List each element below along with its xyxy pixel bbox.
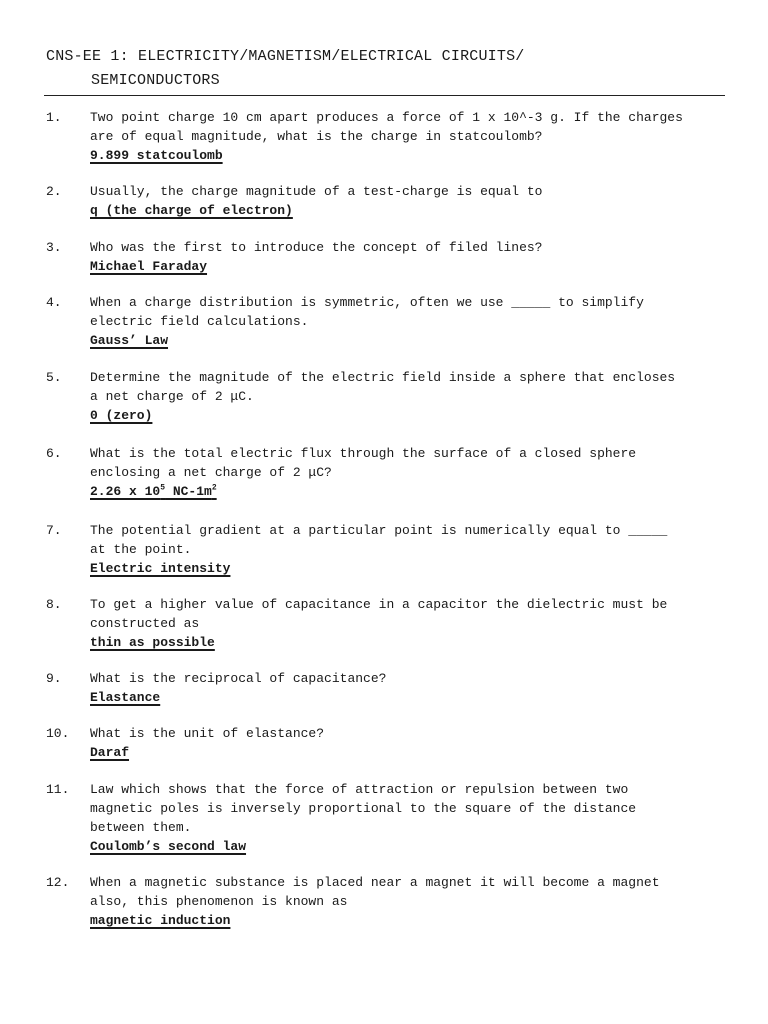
answer-text: Gauss’ Law — [90, 333, 169, 348]
question-number: 7. — [46, 523, 62, 538]
question-number: 6. — [46, 446, 62, 461]
question-text: Law which shows that the force of attraction or repulsion between two magnetic poles is inversely proportional to the square of the distance between them. — [90, 782, 637, 835]
question-number: 9. — [46, 671, 62, 686]
question-item — [46, 595, 736, 652]
answer-unit: NC-1m — [165, 484, 212, 499]
question-item — [46, 238, 736, 276]
question-item — [46, 182, 736, 220]
answer-text: Michael Faraday — [90, 259, 208, 274]
answer-text: Coulomb’s second law — [90, 839, 247, 854]
question-number: 12. — [46, 875, 70, 890]
answer-exponent: 5 — [160, 483, 166, 493]
question-item — [46, 108, 736, 165]
question-item — [46, 669, 736, 707]
question-number: 3. — [46, 240, 62, 255]
answer-base: 2.26 x 10 — [90, 484, 161, 499]
question-item — [46, 444, 736, 501]
answer-text: magnetic induction — [90, 913, 231, 928]
question-text: What is the reciprocal of capacitance? — [90, 671, 387, 686]
document-header — [46, 45, 736, 93]
question-item — [46, 368, 736, 425]
question-number: 4. — [46, 295, 62, 310]
answer-text — [90, 482, 217, 501]
header-line-2: SEMICONDUCTORS — [91, 72, 220, 89]
question-text: To get a higher value of capacitance in a capacitor the dielectric must be constructed as — [90, 597, 668, 631]
question-number: 10. — [46, 726, 70, 741]
question-text: Who was the first to introduce the concept of filed lines? — [90, 240, 543, 255]
question-number: 11. — [46, 782, 70, 797]
question-number: 1. — [46, 110, 62, 125]
answer-text: 9.899 statcoulomb — [90, 148, 223, 163]
question-text: What is the total electric flux through the surface of a closed sphere enclosing a net charge of 2 μC? — [90, 446, 637, 480]
question-text: The potential gradient at a particular point is numerically equal to _____ at the point. — [90, 523, 668, 557]
question-number: 2. — [46, 184, 62, 199]
answer-text: 0 (zero) — [90, 408, 153, 423]
answer-text: Elastance — [90, 690, 161, 705]
question-text: Determine the magnitude of the electric field inside a sphere that encloses a net charge of 2 μC. — [90, 370, 676, 404]
question-item — [46, 293, 736, 350]
question-text: When a magnetic substance is placed near a magnet it will become a magnet also, this phenomenon is known as — [90, 875, 660, 909]
question-item — [46, 724, 736, 762]
answer-text: thin as possible — [90, 635, 215, 650]
question-text: What is the unit of elastance? — [90, 726, 325, 741]
question-item — [46, 521, 736, 578]
question-item — [46, 780, 736, 856]
question-text: Two point charge 10 cm apart produces a force of 1 x 10^-3 g. If the charges are of equal magnitude, what is the charge in statcoulomb? — [90, 110, 683, 144]
question-text: Usually, the charge magnitude of a test-charge is equal to — [90, 184, 543, 199]
answer-text: q (the charge of electron) — [90, 203, 293, 218]
question-item — [46, 873, 736, 930]
answer-unit-exponent: 2 — [211, 483, 217, 493]
question-number: 8. — [46, 597, 62, 612]
header-line-1: CNS-EE 1: ELECTRICITY/MAGNETISM/ELECTRICAL CIRCUITS/ — [46, 48, 525, 65]
question-text: When a charge distribution is symmetric, often we use _____ to simplify electric field calculations. — [90, 295, 644, 329]
answer-text: Electric intensity — [90, 561, 231, 576]
header-divider — [44, 95, 725, 96]
question-number: 5. — [46, 370, 62, 385]
answer-text: Daraf — [90, 745, 130, 760]
